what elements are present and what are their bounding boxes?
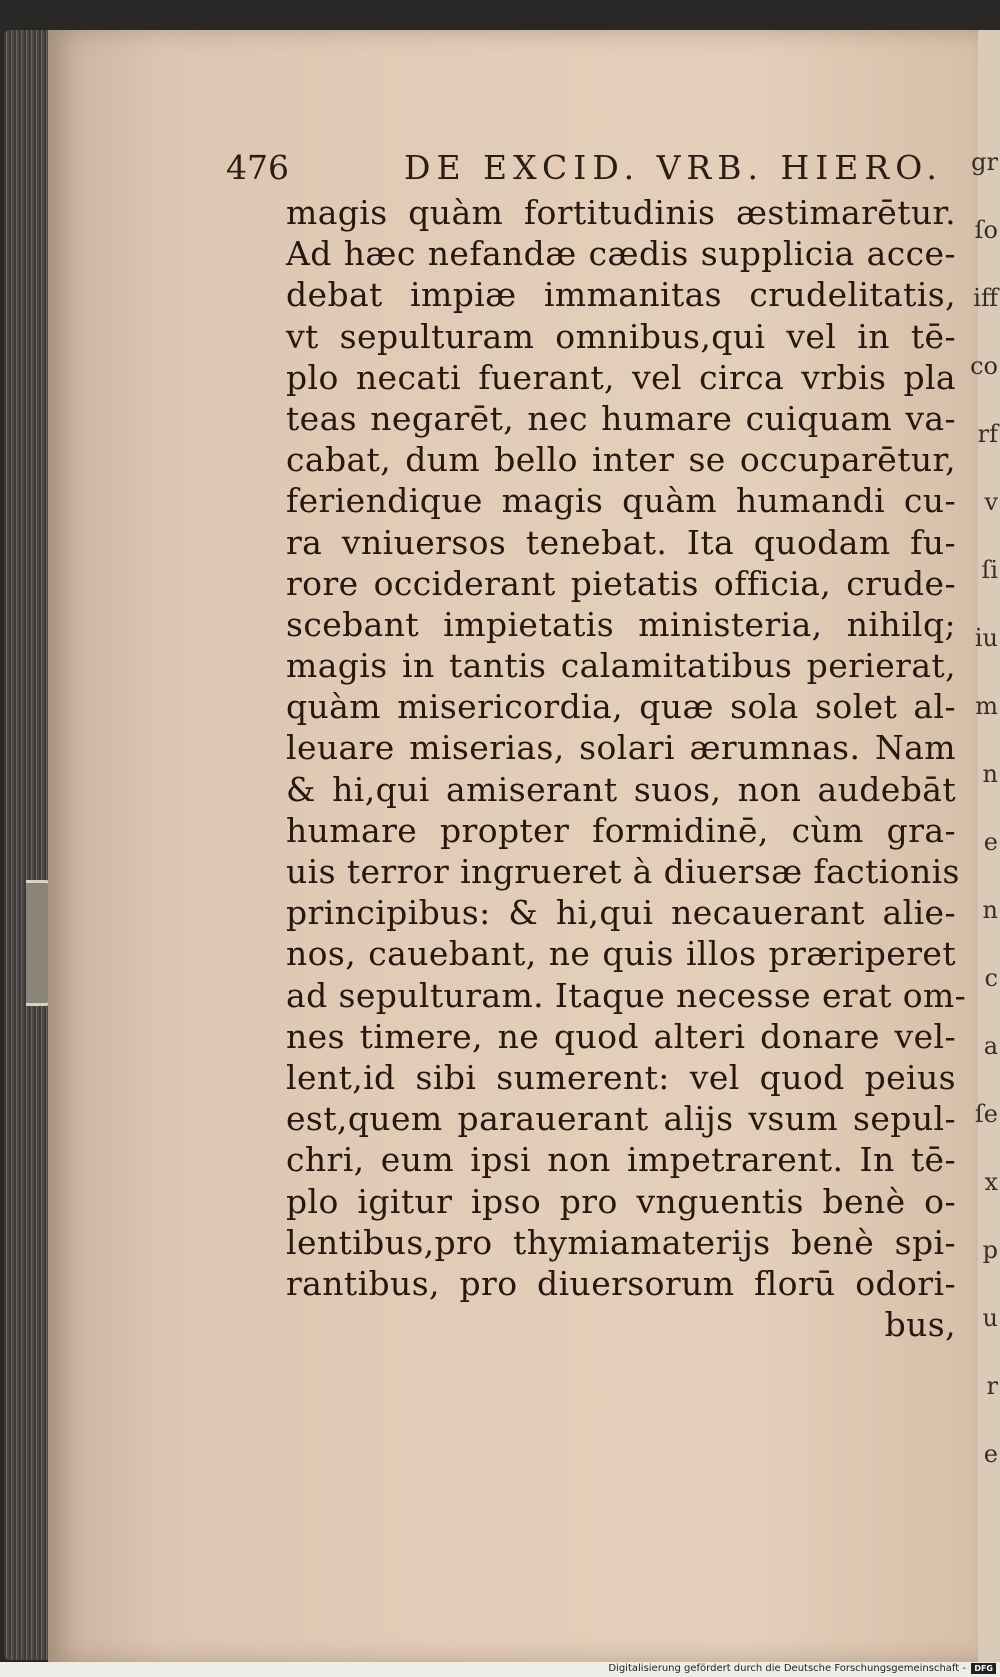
body-text	[286, 192, 967, 1345]
text-line: vt sepulturam omnibus,qui vel in tē-	[286, 316, 956, 356]
running-head: DE EXCID. VRB. HIERO.	[404, 148, 943, 187]
text-line: ra vniuersos tenebat. Ita quodam fu-	[286, 522, 956, 562]
funding-note: Digitalisierung gefördert durch die Deutsche Forschungsgemeinschaft -	[608, 1663, 966, 1674]
text-line: magis quàm fortitudinis æstimarētur.	[286, 193, 956, 232]
dfg-logo: DFG	[971, 1663, 996, 1674]
page-number: 476	[226, 148, 289, 187]
margin-fragment: a	[983, 1032, 998, 1060]
page-edge-stack	[4, 30, 48, 1660]
text-line: quàm misericordia, quæ sola solet al-	[286, 687, 956, 727]
margin-fragment: m	[975, 692, 998, 720]
text-line: teas negarēt, nec humare cuiquam va-	[286, 398, 956, 438]
text-line: magis in tantis calamitatibus perierat,	[286, 646, 956, 686]
text-line: chri, eum ipsi non impetrarent. In tē-	[286, 1140, 956, 1180]
margin-fragment: e	[983, 828, 998, 856]
text-line: feriendique magis quàm humandi cu-	[286, 481, 956, 521]
text-line: rantibus, pro diuersorum florū odori-	[286, 1263, 956, 1303]
digitization-footer	[0, 1662, 1000, 1677]
text-line: lent,id sibi sumerent: vel quod peius	[286, 1057, 956, 1097]
margin-fragment: ſo	[974, 216, 998, 244]
margin-fragment: iu	[974, 624, 998, 652]
text-line: lentibus,pro thymiamaterijs benè spi-	[286, 1222, 956, 1262]
text-line: uis terror ingrueret à diuersæ factionis	[286, 852, 960, 891]
margin-fragment: rf	[977, 420, 998, 448]
text-line: humare propter formidinē, cùm gra-	[286, 810, 956, 850]
margin-fragment: n	[982, 760, 998, 788]
margin-fragment: p	[982, 1236, 998, 1264]
text-line: plo necati fuerant, vel circa vrbis pla	[286, 357, 956, 397]
margin-fragment: c	[984, 964, 998, 992]
text-line: plo igitur ipso pro vnguentis benè o-	[286, 1181, 956, 1221]
text-line: est,quem parauerant alijs vsum sepul-	[286, 1099, 956, 1139]
text-line: bus,	[884, 1305, 956, 1345]
margin-fragment: ſi	[981, 556, 998, 584]
margin-fragment: iff	[973, 284, 998, 312]
margin-fragment: gr	[971, 148, 998, 176]
text-line: scebant impietatis ministeria, nihilq;	[286, 604, 956, 644]
text-line: rore occiderant pietatis officia, crude-	[286, 563, 956, 603]
margin-fragment: u	[982, 1304, 998, 1332]
margin-fragment: n	[982, 896, 998, 924]
text-line: & hi,qui amiserant suos, non audebāt	[286, 769, 956, 809]
adjacent-page-edge	[970, 30, 1000, 1662]
text-line: Ad hæc nefandæ cædis supplicia acce-	[286, 234, 956, 274]
text-line: cabat, dum bello inter se occuparētur,	[286, 440, 956, 480]
text-line: debat impiæ immanitas crudelitatis,	[286, 275, 956, 315]
margin-fragment: x	[984, 1168, 998, 1196]
margin-fragment: v	[984, 488, 998, 516]
text-line: leuare miserias, solari ærumnas. Nam	[286, 728, 956, 768]
margin-fragment: r	[986, 1372, 998, 1400]
text-line: nes timere, ne quod alteri donare vel-	[286, 1016, 956, 1056]
text-line: ad sepulturam. Itaque necesse erat om-	[286, 975, 967, 1015]
margin-fragment: ſe	[974, 1100, 998, 1128]
text-line: principibus: & hi,qui necauerant alie-	[286, 893, 956, 933]
page-header	[226, 148, 948, 192]
book-page	[48, 30, 978, 1662]
text-line: nos, cauebant, ne quis illos præriperet	[286, 934, 956, 974]
margin-fragment: co	[970, 352, 998, 380]
margin-fragment: e	[983, 1440, 998, 1468]
